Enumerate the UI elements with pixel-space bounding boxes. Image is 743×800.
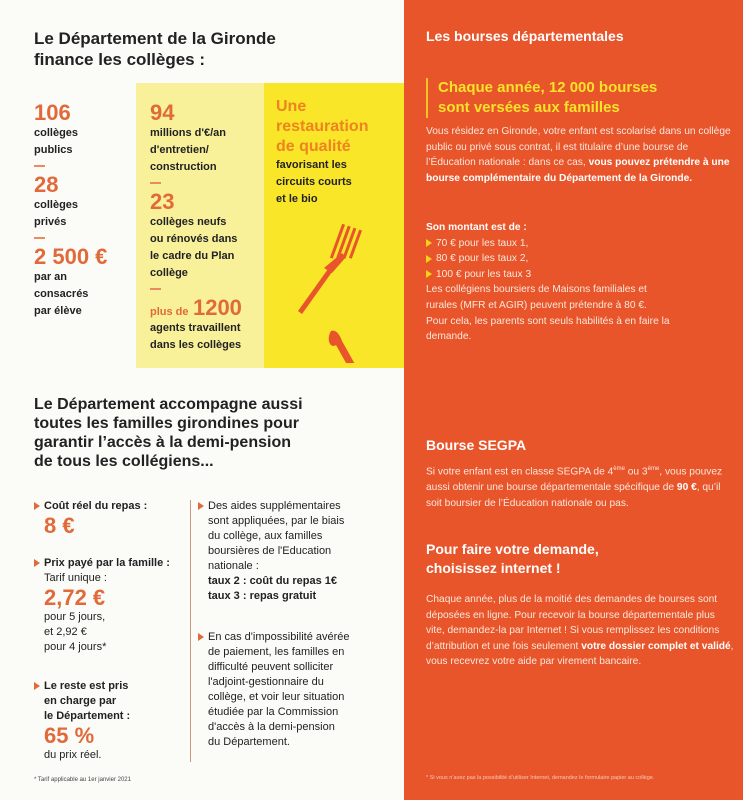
stat-label: dans les collèges (150, 339, 242, 351)
internet-text: , vous recevrez votre aide par virement bancaire. (426, 640, 734, 668)
resto-title: Une (276, 98, 307, 115)
aid-line: collège, et voir leur situation (208, 691, 345, 703)
rest-label: Le reste est pris (44, 680, 129, 692)
aid-block-2 (198, 630, 350, 750)
fork-knife-icon (284, 213, 394, 363)
amount-block (426, 220, 736, 345)
stat-label: collèges (34, 127, 79, 139)
footnote: * Si vous n’avez pas la possibilité d’utiliser Internet, demandez le formulaire papier au collège. (426, 775, 655, 781)
divider (150, 288, 161, 290)
segpa-title: Bourse SEGPA (426, 437, 527, 453)
stat-label: construction (150, 161, 217, 173)
aid-line: du collège, aux familles (208, 530, 323, 542)
stat-value: 28 (34, 172, 59, 197)
price-block (34, 556, 170, 655)
stat-value: 94 (150, 100, 175, 125)
internet-bold: votre dossier complet et validé (581, 640, 731, 652)
right-panel (404, 0, 743, 800)
aid-line: l'adjoint-gestionnaire du (208, 676, 324, 688)
title-line: finance les collèges : (34, 50, 206, 69)
bullet-arrow-icon (426, 239, 432, 247)
title-line: Le Département de la Gironde (34, 29, 276, 48)
price-line: et 2,92 € (44, 626, 87, 638)
resto-label: circuits courts (276, 176, 352, 188)
stat-label: ou rénovés dans (150, 233, 238, 245)
price-line: pour 5 jours, (44, 611, 106, 623)
stat-label: privés (34, 216, 67, 228)
rest-value: 65 % (44, 723, 95, 748)
cost-value: 8 € (44, 513, 75, 538)
amount-item: 100 € pour les taux 3 (436, 268, 532, 280)
aid-line: étudiée par la Commission (208, 706, 339, 718)
price-value: 2,72 € (44, 585, 106, 610)
stat-label: le cadre du Plan (150, 250, 235, 262)
stat-label: d'entretien/ (150, 144, 209, 156)
restauration-block (276, 97, 368, 208)
aid-line: d'accès à la demi-pension (208, 721, 335, 733)
amount-item: 70 € pour les taux 1, (436, 237, 529, 249)
bullet-arrow-icon (198, 502, 204, 510)
aid-line: sont appliquées, par le biais (208, 515, 345, 527)
intro-bold: vous pouvez prétendre à une bourse complémentaire du Département de la Gironde. (426, 157, 730, 184)
quote-line: Chaque année, 12 000 bourses (438, 79, 658, 96)
price-line: pour 4 jours* (44, 641, 107, 653)
bullet-arrow-icon (34, 559, 40, 567)
stat-value: 1200 (192, 295, 242, 320)
stat-label: par an (34, 271, 68, 283)
resto-label: favorisant les (276, 159, 347, 171)
divider (34, 165, 45, 167)
cost-label: Coût réel du repas : (44, 500, 148, 512)
stat-value: 106 (34, 100, 71, 125)
highlight-quote (426, 78, 657, 118)
bullet-arrow-icon (198, 633, 204, 641)
stat-prefix: plus de (150, 306, 189, 318)
resto-label: et le bio (276, 193, 318, 205)
bullet-arrow-icon (426, 255, 432, 263)
aid-line: nationale : (208, 560, 259, 572)
amount-title: Son montant est de : (426, 222, 527, 233)
aid-bold-line: taux 2 : coût du repas 1€ (208, 575, 337, 587)
resto-title: de qualité (276, 138, 351, 155)
page-title (34, 28, 276, 70)
segpa-text: , qu’il soit boursier de l’Éducation nationale ou pas. (426, 481, 721, 509)
section-title-line: Le Département accompagne aussi (34, 396, 303, 413)
divider (150, 182, 161, 184)
resto-title: restauration (276, 118, 369, 135)
divider (34, 237, 45, 239)
stat-label: publics (34, 144, 73, 156)
amount-item: 80 € pour les taux 2, (436, 253, 529, 265)
intro-paragraph (426, 124, 736, 186)
bullet-arrow-icon (426, 270, 432, 278)
bullet-arrow-icon (34, 682, 40, 690)
aid-line: du Département. (208, 736, 290, 748)
restauration-column (264, 83, 404, 368)
internet-title-line: choisissez internet ! (426, 560, 561, 576)
rest-label: en charge par (44, 695, 117, 707)
vertical-divider (190, 500, 191, 762)
quote-line: sont versées aux familles (438, 99, 620, 116)
internet-text: Chaque année, plus de la moitié des demandes de bourses sont déposées en ligne. Pour recevoir la bourse départementale plus vite, demandez-la par Internet ! Si vous remplissez les conditions d’attribution et une fois seulement (426, 594, 720, 652)
internet-paragraph (426, 592, 736, 670)
rest-label: le Département : (44, 710, 131, 722)
segpa-sup: ème (647, 466, 660, 472)
price-sub: Tarif unique : (44, 572, 107, 584)
bourses-title: Les bourses départementales (426, 28, 624, 44)
segpa-sup: ème (613, 466, 625, 472)
aid-line: de paiement, les familles en (208, 646, 345, 658)
aid-line: difficulté peuvent solliciter (208, 661, 334, 673)
stats-column-1 (0, 83, 136, 368)
mfr-text: Les collégiens boursiers de Maisons familiales et rurales (MFR et AGIR) peuvent prétendre à 80 €. Pour cela, les parents sont seuls habilités à en faire la demande. (426, 284, 670, 343)
segpa-amount: 90 € (676, 481, 697, 493)
rest-sub: du prix réel. (44, 749, 102, 761)
stat-public (34, 101, 107, 320)
stat-label: collèges neufs (150, 216, 227, 228)
stat-label: collèges (34, 199, 79, 211)
stat-value: 23 (150, 189, 175, 214)
segpa-text: ou 3 (624, 466, 648, 478)
footnote: * Tarif applicable au 1er janvier 2021 (34, 777, 131, 783)
stats-column-2 (136, 83, 264, 368)
stat-value: 2 500 € (34, 244, 108, 269)
internet-title (426, 540, 599, 578)
section-title-line: de tous les collégiens... (34, 453, 214, 470)
section-title-line: toutes les familles girondines pour (34, 415, 299, 432)
stat-label: agents travaillent (150, 322, 241, 334)
stat-group (150, 101, 242, 354)
section-title (34, 395, 303, 471)
intro-text: Vous résidez en Gironde, votre enfant est scolarisé dans un collège public ou privé sous contrat, il est titulaire d’une bourse de l’Éducation nationale : dans ce cas, (426, 126, 731, 169)
price-label: Prix payé par la famille : (44, 557, 170, 569)
stat-label: millions d'€/an (150, 127, 226, 139)
stat-label: par élève (34, 305, 82, 317)
rest-block (34, 679, 130, 763)
aid-line: En cas d'impossibilité avérée (208, 631, 350, 643)
stat-label: consacrés (34, 288, 89, 300)
bullet-arrow-icon (34, 502, 40, 510)
aid-line: Des aides supplémentaires (208, 500, 341, 512)
segpa-text: Si votre enfant est en classe SEGPA de 4 (426, 466, 614, 478)
aid-block-1 (198, 499, 344, 604)
segpa-paragraph (426, 462, 736, 511)
stat-label: collège (150, 267, 188, 279)
cost-block (34, 499, 147, 538)
internet-title-line: Pour faire votre demande, (426, 541, 599, 557)
section-title-line: garantir l’accès à la demi-pension (34, 434, 291, 451)
aid-bold-line: taux 3 : repas gratuit (208, 590, 317, 602)
segpa-text: , vous pouvez aussi obtenir une bourse départementale spécifique de (426, 466, 723, 493)
aid-line: boursières de l'Education (208, 545, 332, 557)
